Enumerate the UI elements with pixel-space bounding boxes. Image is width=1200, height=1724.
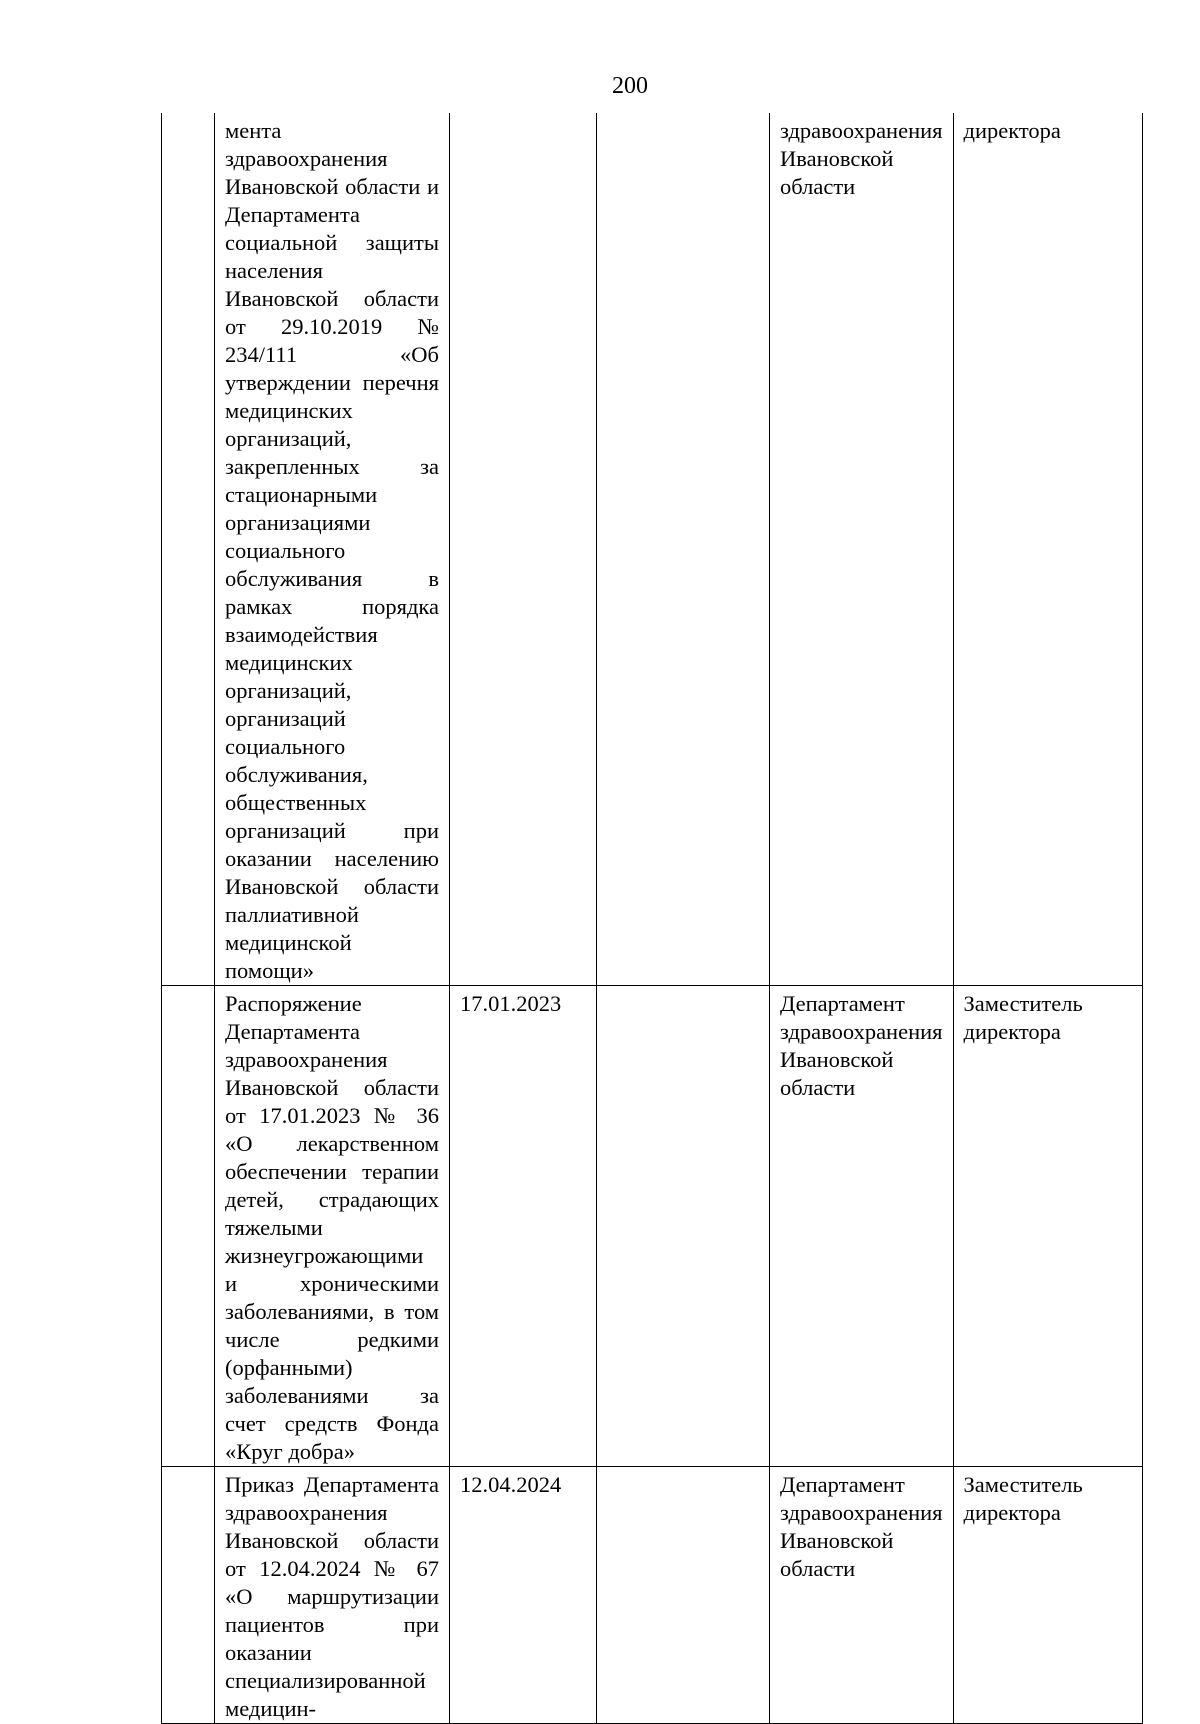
- document-date-cell: 12.04.2024: [450, 1467, 597, 1724]
- document-date-cell: [450, 113, 597, 986]
- empty-cell: [597, 1467, 770, 1724]
- document-name-cell: Распоряжение Департамента здравоохранения Ивановской области от 17.01.2023 № 36 «О лекарственном обеспечении терапии детей, страдающих тяжелыми жизнеугрожающими и хроническими заболеваниями, в том числе редкими (орфанными) заболеваниями за счет средств Фонда «Круг добра»: [215, 986, 450, 1467]
- page-number: 200: [612, 73, 648, 99]
- row-number-cell: [162, 113, 215, 986]
- document-name-cell: мента здравоохранения Ивановской области и Департамента социальной защиты населения Ивановской области от 29.10.2019 № 234/111 «Об утверждении перечня медицинских организаций, закрепленных за стационарными организациями социального обслуживания в рамках порядка взаимодействия медицинских организаций, организаций социального обслуживания, общественных организаций при оказании населению Ивановской области паллиативной медицинской помощи»: [215, 113, 450, 986]
- table-row: [162, 986, 1143, 1467]
- issuer-cell: здравоохранения Ивановской области: [770, 113, 954, 986]
- row-number-cell: [162, 1467, 215, 1724]
- issuer-cell: Департамент здравоохранения Ивановской области: [770, 1467, 954, 1724]
- responsible-cell: Заместитель директора: [953, 1467, 1142, 1724]
- empty-cell: [597, 113, 770, 986]
- document-name-cell: Приказ Департамента здравоохранения Ивановской области от 12.04.2024 № 67 «О маршрутизации пациентов при оказании специализированной медицин-: [215, 1467, 450, 1724]
- documents-table: [161, 113, 1143, 1724]
- responsible-cell: Заместитель директора: [953, 986, 1142, 1467]
- row-number-cell: [162, 986, 215, 1467]
- empty-cell: [597, 986, 770, 1467]
- table-row: [162, 1467, 1143, 1724]
- document-date-cell: 17.01.2023: [450, 986, 597, 1467]
- table-row: [162, 113, 1143, 986]
- responsible-cell: директора: [953, 113, 1142, 986]
- issuer-cell: Департамент здравоохранения Ивановской области: [770, 986, 954, 1467]
